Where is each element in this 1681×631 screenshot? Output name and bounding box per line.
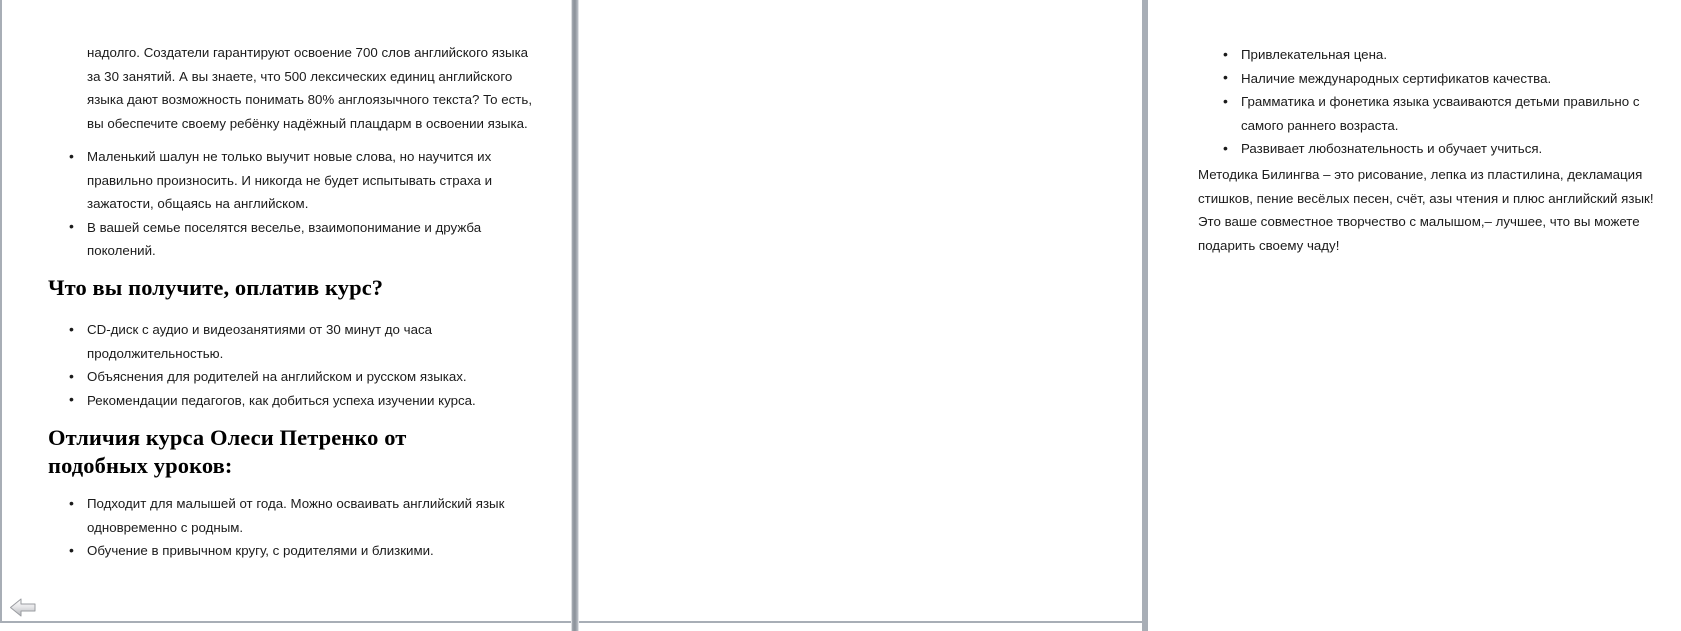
section-heading-course-differences: Отличия курса Олеси Петренко от подобных уроков: bbox=[48, 425, 407, 478]
left-intro-paragraph: надолго. Создатели гарантируют освоение 700 слов английского языка за 30 занятий. А вы знаете, что 500 лексических единиц английского языка дают возможность понимать 80% англоязычного текста? То есть, вы обеспечите своему ребёнку надёжный плацдарм в освоении языка. bbox=[87, 45, 533, 131]
list-item: • Грамматика и фонетика языка усваиваются детьми правильно с самого раннего возраста. bbox=[1241, 90, 1681, 137]
page-divider bbox=[571, 0, 579, 631]
arrow-left-icon[interactable] bbox=[9, 596, 39, 619]
list-item: • Привлекательная цена. bbox=[1241, 43, 1681, 67]
section-heading-what-you-get: Что вы получите, оплатив курс? bbox=[48, 275, 384, 300]
document-page-left bbox=[2, 0, 571, 621]
left-bullet-list-differences bbox=[87, 492, 537, 563]
list-item: • Наличие международных сертификатов качества. bbox=[1241, 67, 1681, 91]
list-item: • CD-диск с аудио и видеозанятиями от 30 минут до часа продолжительностью. bbox=[87, 318, 527, 365]
document-page-right bbox=[579, 0, 1654, 621]
right-closing-paragraph: Методика Билингва – это рисование, лепка из пластилина, декламация стишков, пение весёлых песен, счёт, азы чтения и плюс английский язык! Это ваше совместное творчество с малышом,– лучшее, что вы можете подарить своему чаду! bbox=[1198, 167, 1654, 253]
list-item: • Подходит для малышей от года. Можно осваивать английский язык одновременно с родным. bbox=[87, 492, 537, 539]
list-item: • Развивает любознательность и обучает учиться. bbox=[1241, 137, 1681, 161]
list-item: • Маленький шалун не только выучит новые слова, но научится их правильно произносить. И никогда не будет испытывать страха и зажатости, общаясь на английском. bbox=[87, 145, 529, 216]
viewer-right-border bbox=[1142, 0, 1148, 631]
list-item: • Рекомендации педагогов, как добиться успеха изучении курса. bbox=[87, 389, 527, 413]
list-item: • Обучение в привычном кругу, с родителями и близкими. bbox=[87, 539, 537, 563]
right-bullet-list-differences-cont bbox=[1241, 43, 1681, 161]
list-item: • В вашей семье поселятся веселье, взаимопонимание и дружба поколений. bbox=[87, 216, 529, 263]
left-bullet-list-deliverables bbox=[87, 318, 527, 412]
list-item: • Объяснения для родителей на английском и русском языках. bbox=[87, 365, 527, 389]
left-bullet-list-benefits bbox=[87, 145, 529, 263]
